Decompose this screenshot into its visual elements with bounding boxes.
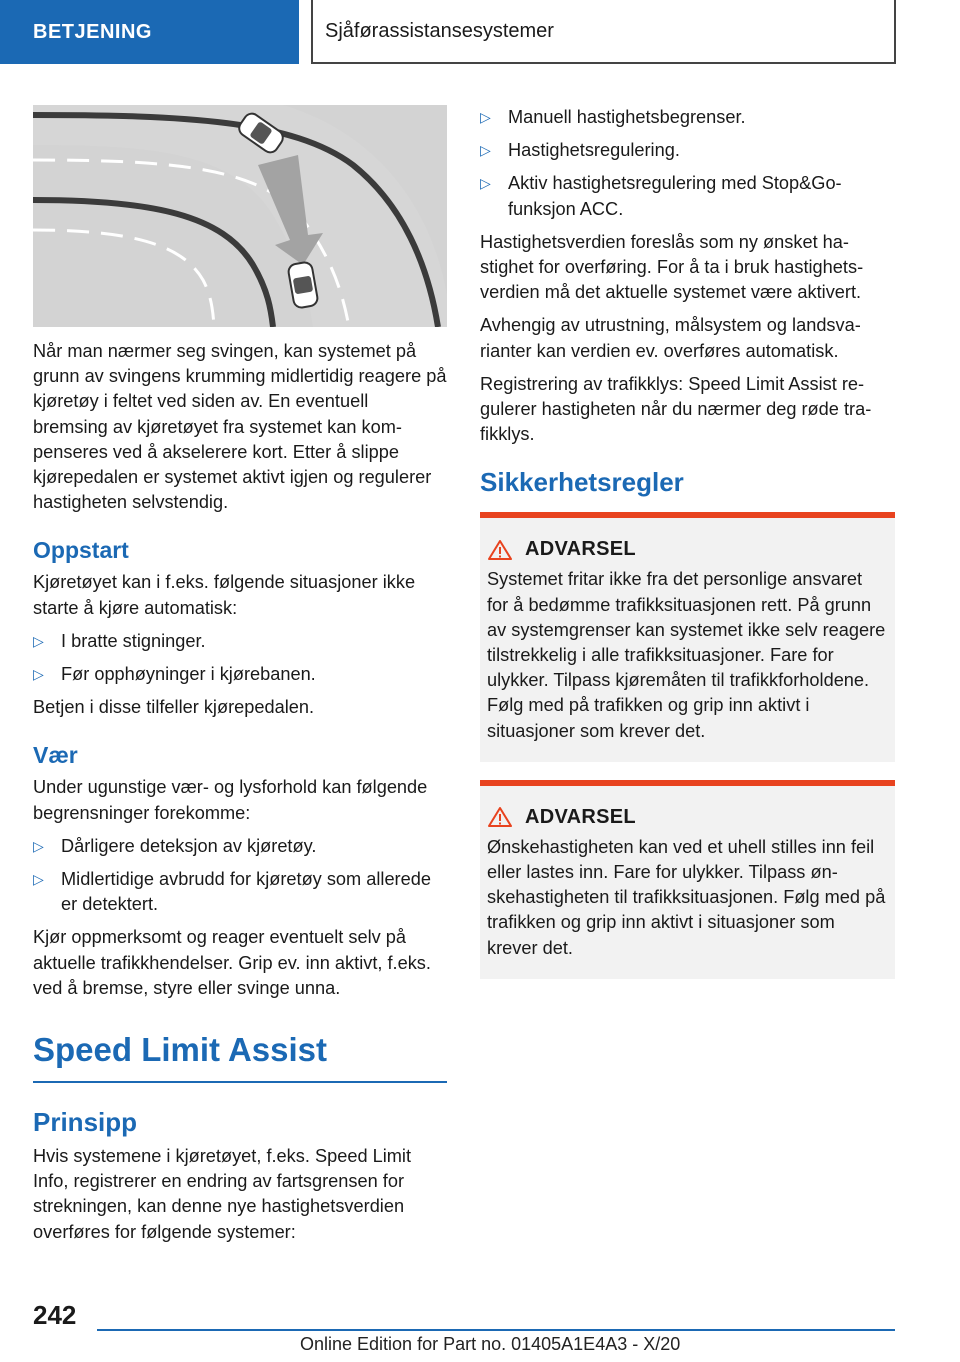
triangle-bullet-icon: ▷	[33, 871, 44, 888]
oppstart-list	[33, 629, 447, 687]
edition-text: Online Edition for Part no. 01405A1E4A3 - X/20	[300, 1334, 681, 1354]
warning-box	[480, 512, 895, 761]
vaer-after-paragraph: Kjør oppmerksomt og reager eventuelt selv på aktuelle trafikkhendelser. Grip ev. inn aktivt, f.eks. ved å bremse, styre eller svinge unna.	[33, 927, 431, 998]
list-item: ▷ Hastighetsregulering.	[480, 138, 895, 163]
heading-prinsipp: Prinsipp	[33, 1107, 138, 1138]
triangle-bullet-icon: ▷	[480, 175, 491, 192]
warning-title: ADVARSEL	[525, 538, 636, 561]
right-column	[480, 105, 895, 997]
list-item: ▷ Aktiv hastighetsregulering med Stop&Go-funksjon ACC.	[480, 173, 842, 219]
list-item: ▷ Manuell hastighetsbegrenser.	[480, 105, 895, 130]
warning-text: Systemet fritar ikke fra det personlige ansvaret for å bedømme trafikksituasjonen rett. På grunn av systemgrenser kan systemet ikke selv reagere tilstrekkelig i alle trafikksituasjoner. Fare for ulykker. Tilpass kjøremåten til trafikkforholdene. Følg med på trafikken og grip inn aktivt i situasjoner som krever det.	[487, 569, 886, 741]
triangle-bullet-icon: ▷	[33, 837, 44, 854]
triangle-bullet-icon: ▷	[480, 109, 491, 125]
section-tab	[0, 0, 299, 64]
list-item: ▷ Dårligere deteksjon av kjøretøy.	[33, 834, 447, 859]
heading-vaer: Vær	[33, 742, 78, 769]
intro-paragraph: Når man nærmer seg svingen, kan systemet på grunn av svingens krumming midlertidig reagere på kjøretøy i feltet ved siden av. En eventuell bremsing av kjøretøyet fra systemet kan kompenseres ved å akselerere kort. Etter å slippe kjørepedalen er systemet aktivt igjen og regulerer hastigheten selvstendig.	[33, 341, 447, 513]
page-number: 242	[33, 1300, 77, 1330]
list-item: ▷ Før opphøyninger i kjørebanen.	[33, 662, 447, 687]
triangle-bullet-icon: ▷	[33, 666, 44, 683]
warning-triangle-icon	[487, 806, 513, 828]
warning-title: ADVARSEL	[525, 805, 636, 828]
heading-sikkerhetsregler: Sikkerhetsregler	[480, 467, 684, 498]
oppstart-paragraph: Kjøretøyet kan i f.eks. følgende situasjoner ikke starte å kjøre automatisk:	[33, 572, 416, 618]
prinsipp-paragraph: Hvis systemene i kjøretøyet, f.eks. Speed Limit Info, registrerer en endring av fartsgrensen for strekningen, kan denne nye hastighetsverdien overføres for følgende systemer:	[33, 1146, 412, 1242]
warning-triangle-icon	[487, 539, 513, 561]
left-column	[33, 105, 447, 1253]
vaer-list	[33, 834, 447, 918]
list-item: ▷ I bratte stigninger.	[33, 629, 447, 654]
chapter-title: Sjåførassistansesystemer	[325, 19, 554, 42]
paragraph-1: Hastighetsverdien foreslås som ny ønsket hastighet for overføring. For å ta i bruk hastighetsverdien må det aktuelle systemet være aktivert.	[480, 231, 864, 303]
list-item: ▷ Midlertidige avbrudd for kjøretøy som allerede er detektert.	[33, 869, 431, 915]
triangle-bullet-icon: ▷	[480, 142, 491, 159]
warning-text: Ønskehastigheten kan ved et uhell stilles inn feil eller lastes inn. Fare for ulykker. Tilpass ønskehastigheten til trafikksituasjonen. Følg med på trafikken og grip inn aktivt i situasjoner som krever det.	[487, 836, 886, 958]
heading-speed-limit-assist: Speed Limit Assist	[33, 1031, 447, 1083]
paragraph-2: Avhengig av utrustning, målsystem og landsvarianter kan verdien ev. overføres automatisk.	[480, 315, 861, 361]
oppstart-after-paragraph: Betjen i disse tilfeller kjørepedalen.	[33, 697, 315, 718]
heading-oppstart: Oppstart	[33, 537, 129, 564]
paragraph-3: Registrering av trafikklys: Speed Limit Assist regulerer hastigheten når du nærmer deg røde trafikklys.	[480, 373, 872, 445]
vaer-paragraph: Under ugunstige vær- og lysforhold kan følgende begrensninger forekomme:	[33, 777, 428, 823]
chapter-header	[311, 0, 896, 64]
section-title: BETJENING	[33, 20, 152, 43]
curve-road-illustration	[33, 105, 447, 327]
warning-box	[480, 780, 895, 979]
systems-list	[480, 105, 895, 222]
footer-divider	[97, 1329, 895, 1331]
triangle-bullet-icon: ▷	[33, 632, 44, 649]
